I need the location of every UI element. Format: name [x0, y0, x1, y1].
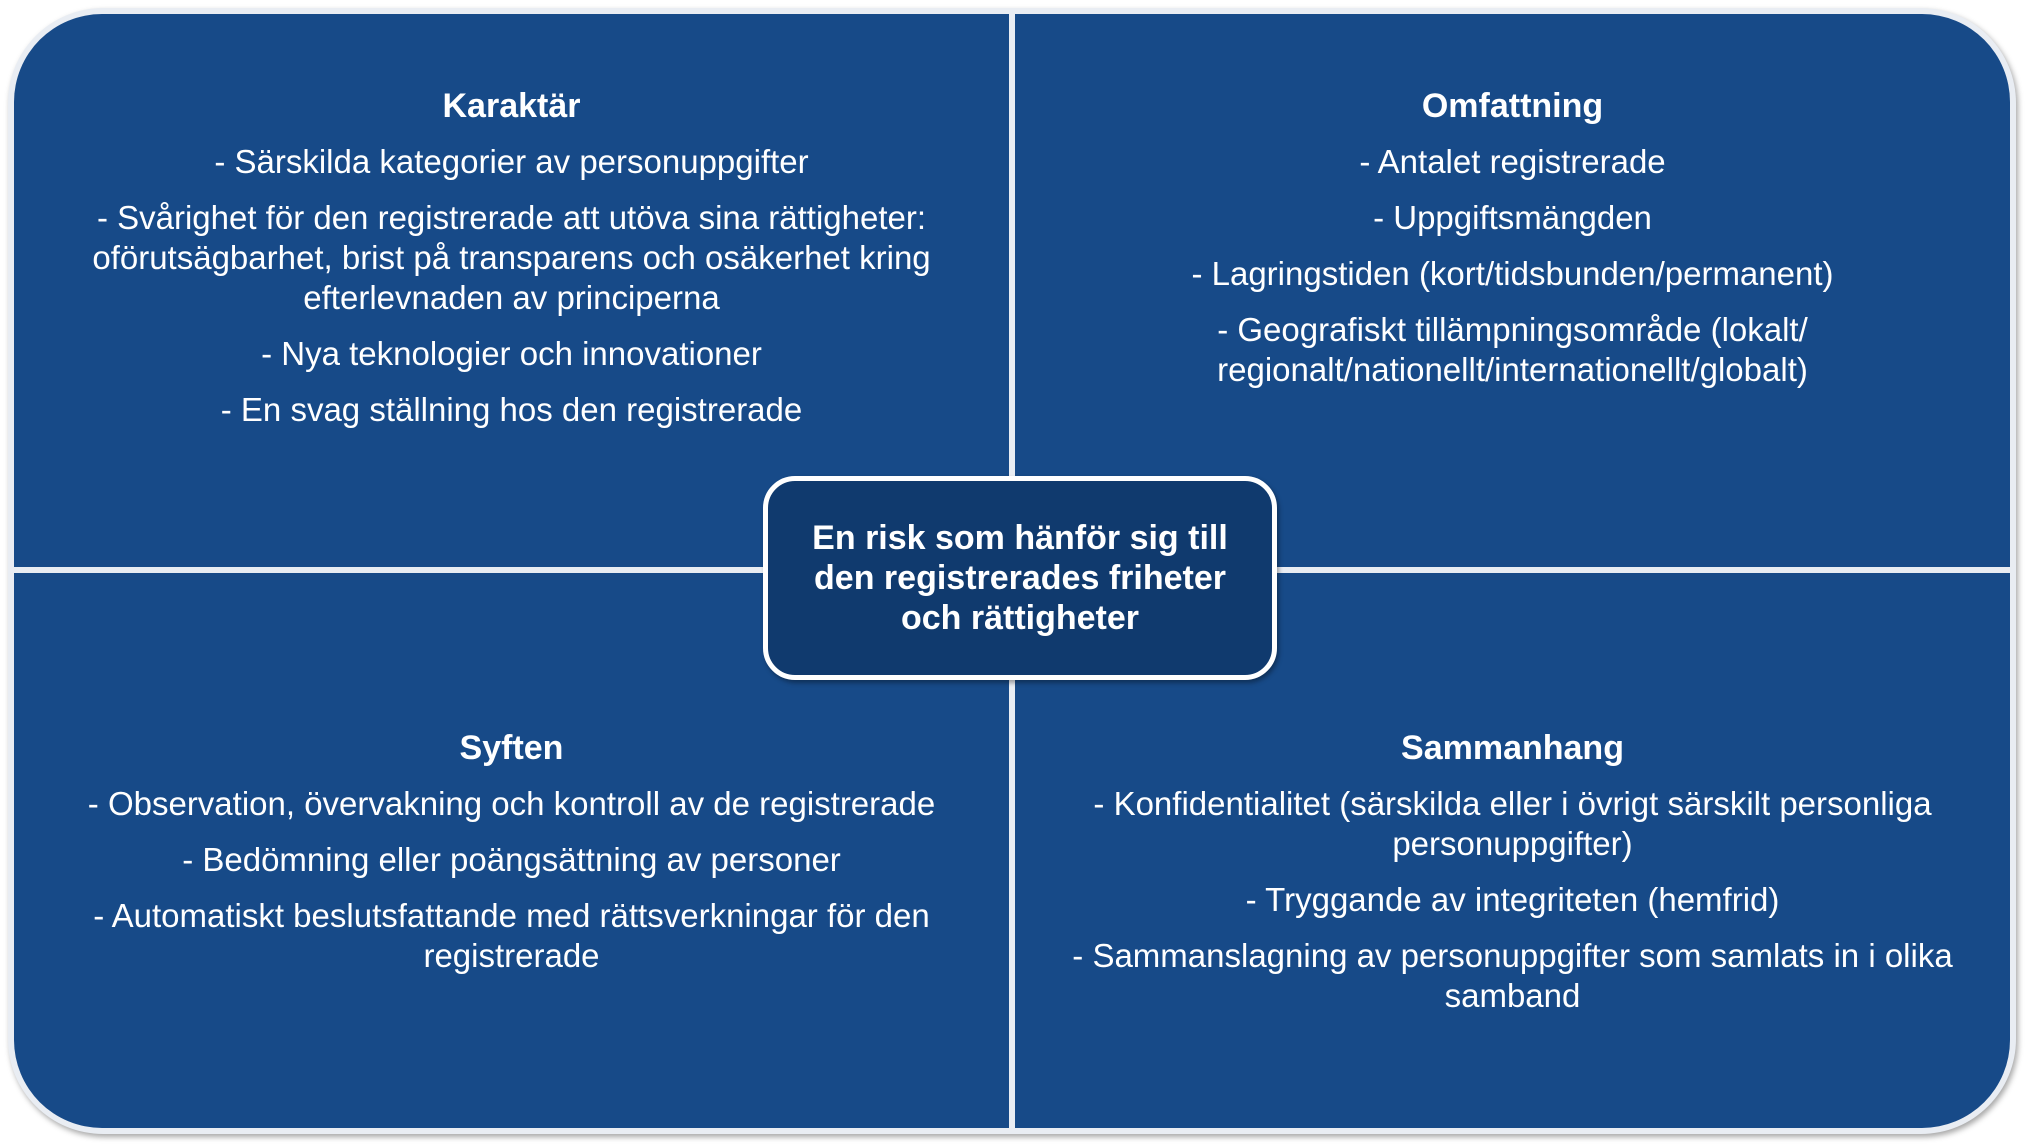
quadrant-title: Sammanhang: [1401, 729, 1624, 767]
center-label: En risk som hänför sig till den registrerades friheter och rättigheter: [812, 519, 1228, 637]
list-item: - Automatiskt beslutsfattande med rättsverkningar för den registrerade: [93, 897, 930, 974]
list-item: - Observation, övervakning och kontroll av de registrerade: [87, 785, 936, 822]
list-item: - Uppgiftsmängden: [1373, 199, 1652, 236]
list-item: - Sammanslagning av personuppgifter som samlats in i olika samband: [1072, 937, 1953, 1014]
list-item: - Antalet registrerade: [1359, 143, 1666, 180]
list-item: - Tryggande av integriteten (hemfrid): [1245, 881, 1780, 918]
risk-diagram: [8, 8, 2016, 1134]
list-item: - Lagringstiden (kort/tidsbunden/permanent): [1191, 255, 1834, 292]
list-item: - Geografiskt tillämpningsområde (lokalt/ regionalt/nationellt/internationellt/globalt): [1217, 311, 1808, 388]
list-item: - Särskilda kategorier av personuppgifter: [214, 143, 809, 180]
center-box: [763, 476, 1277, 680]
list-item: - Nya teknologier och innovationer: [261, 335, 762, 372]
list-item: - En svag ställning hos den registrerade: [220, 391, 803, 428]
quadrant-title: Syften: [459, 729, 564, 767]
list-item: - Bedömning eller poängsättning av personer: [182, 841, 841, 878]
quadrant-title: Omfattning: [1421, 87, 1604, 125]
quadrant-title: Karaktär: [442, 87, 581, 125]
list-item: - Svårighet för den registrerade att utöva sina rättigheter: oförutsägbarhet, brist på transparens och osäkerhet kring efterlevnaden av principerna: [92, 199, 931, 316]
list-item: - Konfidentialitet (särskilda eller i övrigt särskilt personliga personuppgifter): [1093, 785, 1932, 862]
